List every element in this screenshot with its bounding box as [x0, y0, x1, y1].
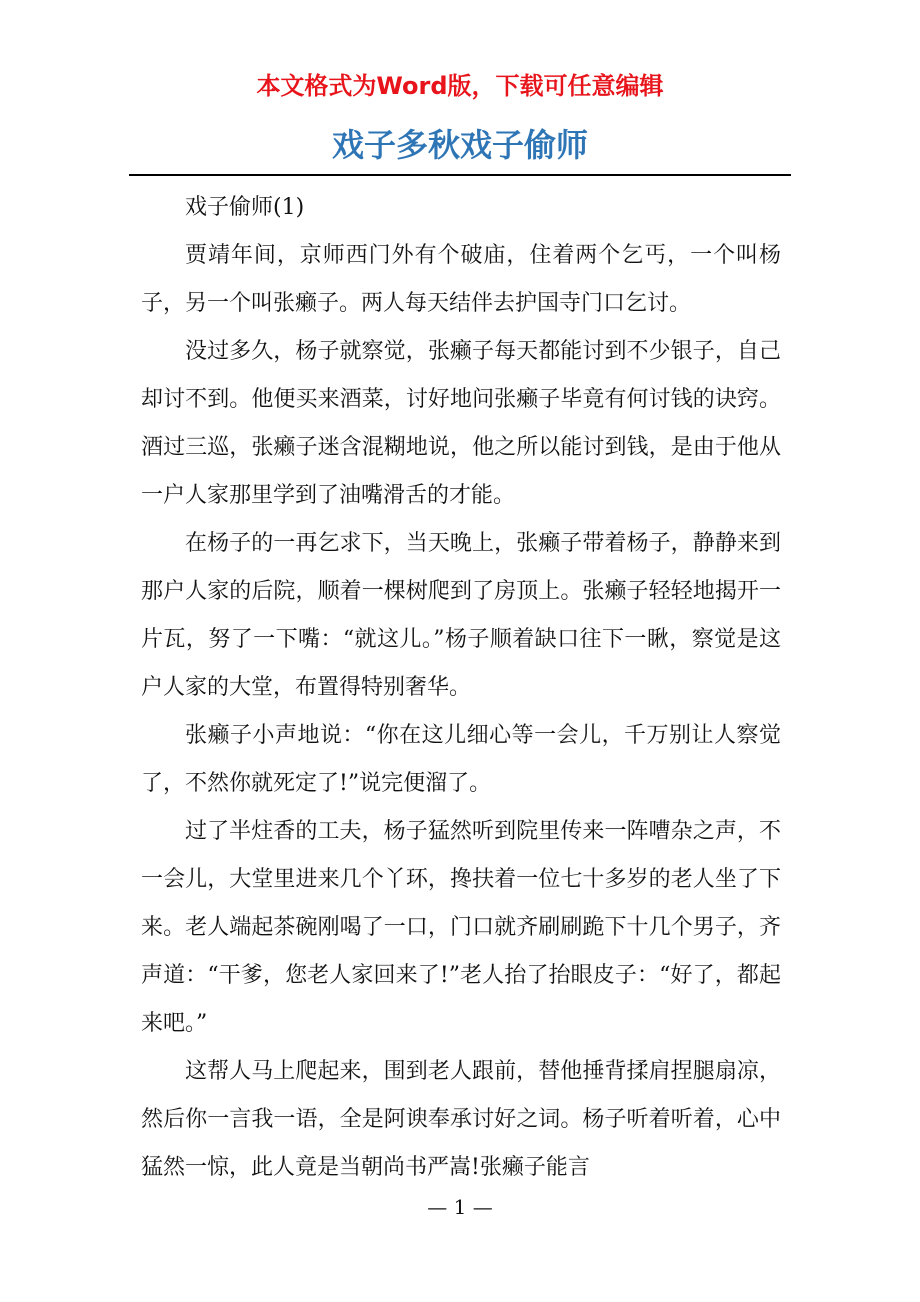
format-notice: 本文格式为Word版，下载可任意编辑 — [256, 72, 664, 100]
paragraph: 过了半炷香的工夫，杨子猛然听到院里传来一阵嘈杂之声，不一会儿，大堂里进来几个丫环，搀扶着一位七十多岁的老人坐了下来。老人端起茶碗刚喝了一口，门口就齐刷刷跪下十几个男子，齐声道：“干爹，您老人家回来了!”老人抬了抬眼皮子：“好了，都起来吧。” — [141, 819, 781, 1036]
paragraph: 没过多久，杨子就察觉，张癞子每天都能讨到不少银子，自己却讨不到。他便买来酒菜，讨好地问张癞子毕竟有何讨钱的诀窍。酒过三巡，张癞子迷含混糊地说，他之所以能讨到钱，是由于他从一户人家那里学到了油嘴滑舌的才能。 — [141, 339, 781, 508]
paragraph: 这帮人马上爬起来，围到老人跟前，替他捶背揉肩捏腿扇凉，然后你一言我一语，全是阿谀奉承讨好之词。杨子听着听着，心中猛然一惊，此人竟是当朝尚书严嵩!张癞子能言 — [141, 1059, 781, 1180]
title-divider — [129, 174, 791, 176]
document-title: 戏子多秋戏子偷师 — [331, 126, 588, 164]
paragraph-heading: 戏子偷师(1) — [185, 195, 305, 220]
paragraph: 在杨子的一再乞求下，当天晚上，张癞子带着杨子，静静来到那户人家的后院，顺着一棵树爬到了房顶上。张癞子轻轻地揭开一片瓦，努了一下嘴：“就这儿。”杨子顺着缺口往下一瞅，察觉是这户人家的大堂，布置得特别奢华。 — [141, 531, 781, 700]
document-body — [141, 184, 781, 1192]
paragraph: 张癞子小声地说：“你在这儿细心等一会儿，千万别让人察觉了，不然你就死定了!”说完便溜了。 — [141, 723, 781, 796]
paragraph: 贾靖年间，京师西门外有个破庙，住着两个乞丐，一个叫杨子，另一个叫张癞子。两人每天结伴去护国寺门口乞讨。 — [141, 243, 781, 316]
page-number: — 1 — — [427, 1195, 493, 1219]
